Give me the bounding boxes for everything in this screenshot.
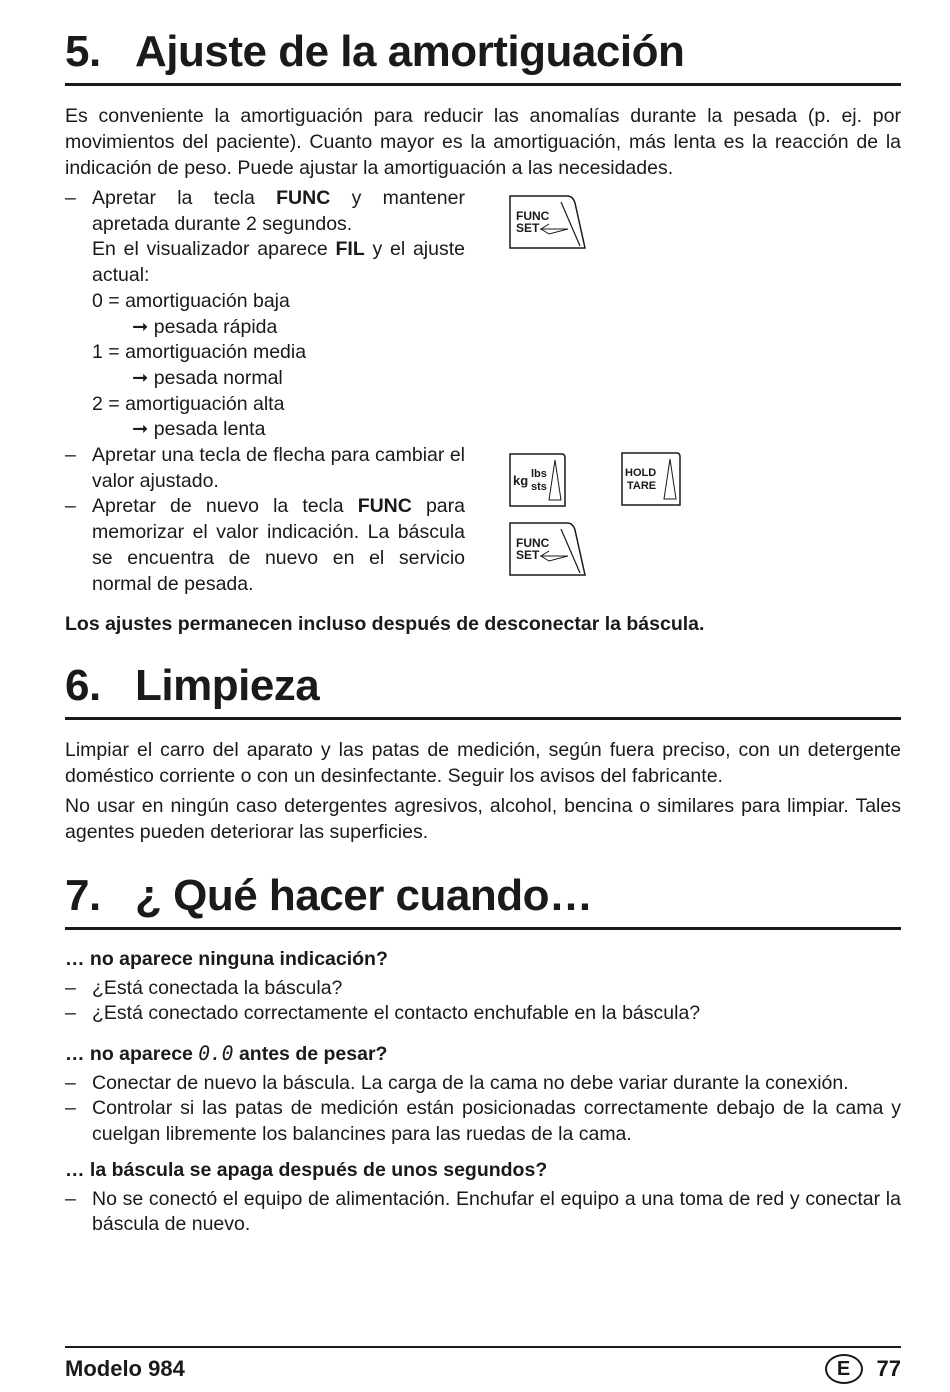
section-number: 6. (65, 661, 101, 710)
hold-tare-key-icon (622, 453, 680, 505)
section-number: 5. (65, 27, 101, 76)
list-dash: – (65, 976, 76, 999)
func-label: FUNC (516, 536, 550, 550)
option-0-result: ➞ pesada rápida (132, 315, 278, 338)
option-2: 2 = amortiguación alta (92, 392, 285, 415)
faq-answer (65, 1071, 901, 1097)
footer-right (825, 1354, 901, 1384)
list-dash: – (65, 1097, 76, 1120)
step-text: y mantener apretada durante 2 segundos. (92, 187, 465, 235)
option-1-result: ➞ pesada normal (132, 366, 283, 389)
display-readout: 0.0 (198, 1042, 234, 1065)
sts-label: sts (531, 481, 547, 493)
answer-text: Controlar si las patas de medición están posicionadas correctamente debajo de la cama y cuelgan libremente los balancines para las ruedas de la cama. (92, 1097, 901, 1146)
set-label: SET (516, 221, 540, 235)
answer-text: Conectar de nuevo la báscula. La carga de la cama no debe variar durante la conexión. (92, 1071, 849, 1094)
list-dash: – (65, 1002, 76, 1025)
faq-answer (65, 1001, 901, 1027)
step-text: Apretar de nuevo la tecla (92, 495, 358, 518)
faq-item-2 (65, 1041, 901, 1148)
section-7-heading (65, 871, 901, 930)
faq-question: … no aparece ninguna indicación? (65, 948, 388, 970)
list-dash: – (65, 444, 76, 467)
section-number: 7. (65, 871, 101, 920)
faq-item-3 (65, 1158, 901, 1238)
lbs-label: lbs (531, 468, 547, 480)
answer-text: No se conectó el equipo de alimentación. Enchufar el equipo a una toma de red y conectar la báscula de nuevo. (92, 1187, 901, 1236)
page-footer (65, 1346, 901, 1384)
section-title: Ajuste de la amortiguación (135, 27, 685, 76)
list-dash: – (65, 1071, 76, 1094)
faq-answer (65, 1096, 901, 1147)
section-5-intro: Es conveniente la amortiguación para reducir las anomalías durante la pesada (p. ej. por movimientos del paciente). Cuanto mayor es la amortiguación, más lenta es la reacción de la indicación de peso. Puede ajustar la amortiguación a las necesidades. (65, 105, 901, 179)
faq-answer (65, 1187, 901, 1238)
option-0: 0 = amortiguación baja (92, 289, 290, 312)
list-dash: – (65, 187, 76, 209)
fil-display-ref: FIL (335, 238, 365, 261)
section-title: Limpieza (135, 661, 320, 710)
step-text: Apretar la tecla (92, 187, 277, 209)
cleaning-paragraph-2: No usar en ningún caso detergentes agresivos, alcohol, bencina o similares para limpiar. Tales agentes pueden deteriorar las superficies. (65, 795, 901, 843)
faq-item-1 (65, 947, 901, 1027)
settings-note: Los ajustes permanecen incluso después de desconectar la báscula. (65, 613, 705, 635)
set-label: SET (516, 548, 540, 562)
answer-text: ¿Está conectado correctamente el contacto enchufable en la báscula? (92, 1002, 701, 1025)
answer-text: ¿Está conectada la báscula? (92, 976, 343, 999)
question-text: antes de pesar? (233, 1043, 388, 1065)
faq-question: … la báscula se apaga después de unos segundos? (65, 1159, 548, 1181)
func-label: FUNC (516, 209, 550, 223)
step-text: y el ajuste actual: (92, 238, 465, 287)
option-2-result: ➞ pesada lenta (132, 418, 266, 441)
hold-label: HOLD (625, 467, 657, 479)
kg-label: kg (513, 473, 529, 488)
question-text: … no aparece (65, 1043, 199, 1065)
func-set-key-icon (510, 523, 585, 575)
func-set-key-icon (510, 196, 585, 248)
step-text: En el visualizador aparece (92, 238, 336, 261)
func-key-ref: FUNC (276, 187, 331, 209)
section-6-heading (65, 661, 901, 720)
list-dash: – (65, 495, 76, 518)
option-1: 1 = amortiguación media (92, 341, 307, 364)
unit-key-icon (510, 454, 565, 506)
faq-question (65, 1041, 901, 1068)
list-dash: – (65, 1187, 76, 1210)
section-title: ¿ Qué hacer cuando… (135, 871, 593, 920)
model-name: Modelo 984 (65, 1356, 185, 1381)
faq-answer (65, 976, 901, 1002)
language-badge: E (825, 1354, 863, 1384)
page-number: 77 (876, 1356, 901, 1381)
func-key-ref: FUNC (357, 495, 412, 518)
tare-label: TARE (627, 480, 657, 492)
key-illustrations (65, 0, 901, 600)
step-text: Apretar una tecla de flecha para cambiar el valor ajustado. (92, 444, 465, 492)
cleaning-paragraph-1: Limpiar el carro del aparato y las patas de medición, según fuera preciso, con un detergente doméstico corriente o con un desinfectante. Seguir los avisos del fabricante. (65, 739, 901, 787)
step-text: para memorizar el valor indicación. La báscula se encuentra de nuevo en el servicio normal de pesada. (92, 495, 465, 595)
